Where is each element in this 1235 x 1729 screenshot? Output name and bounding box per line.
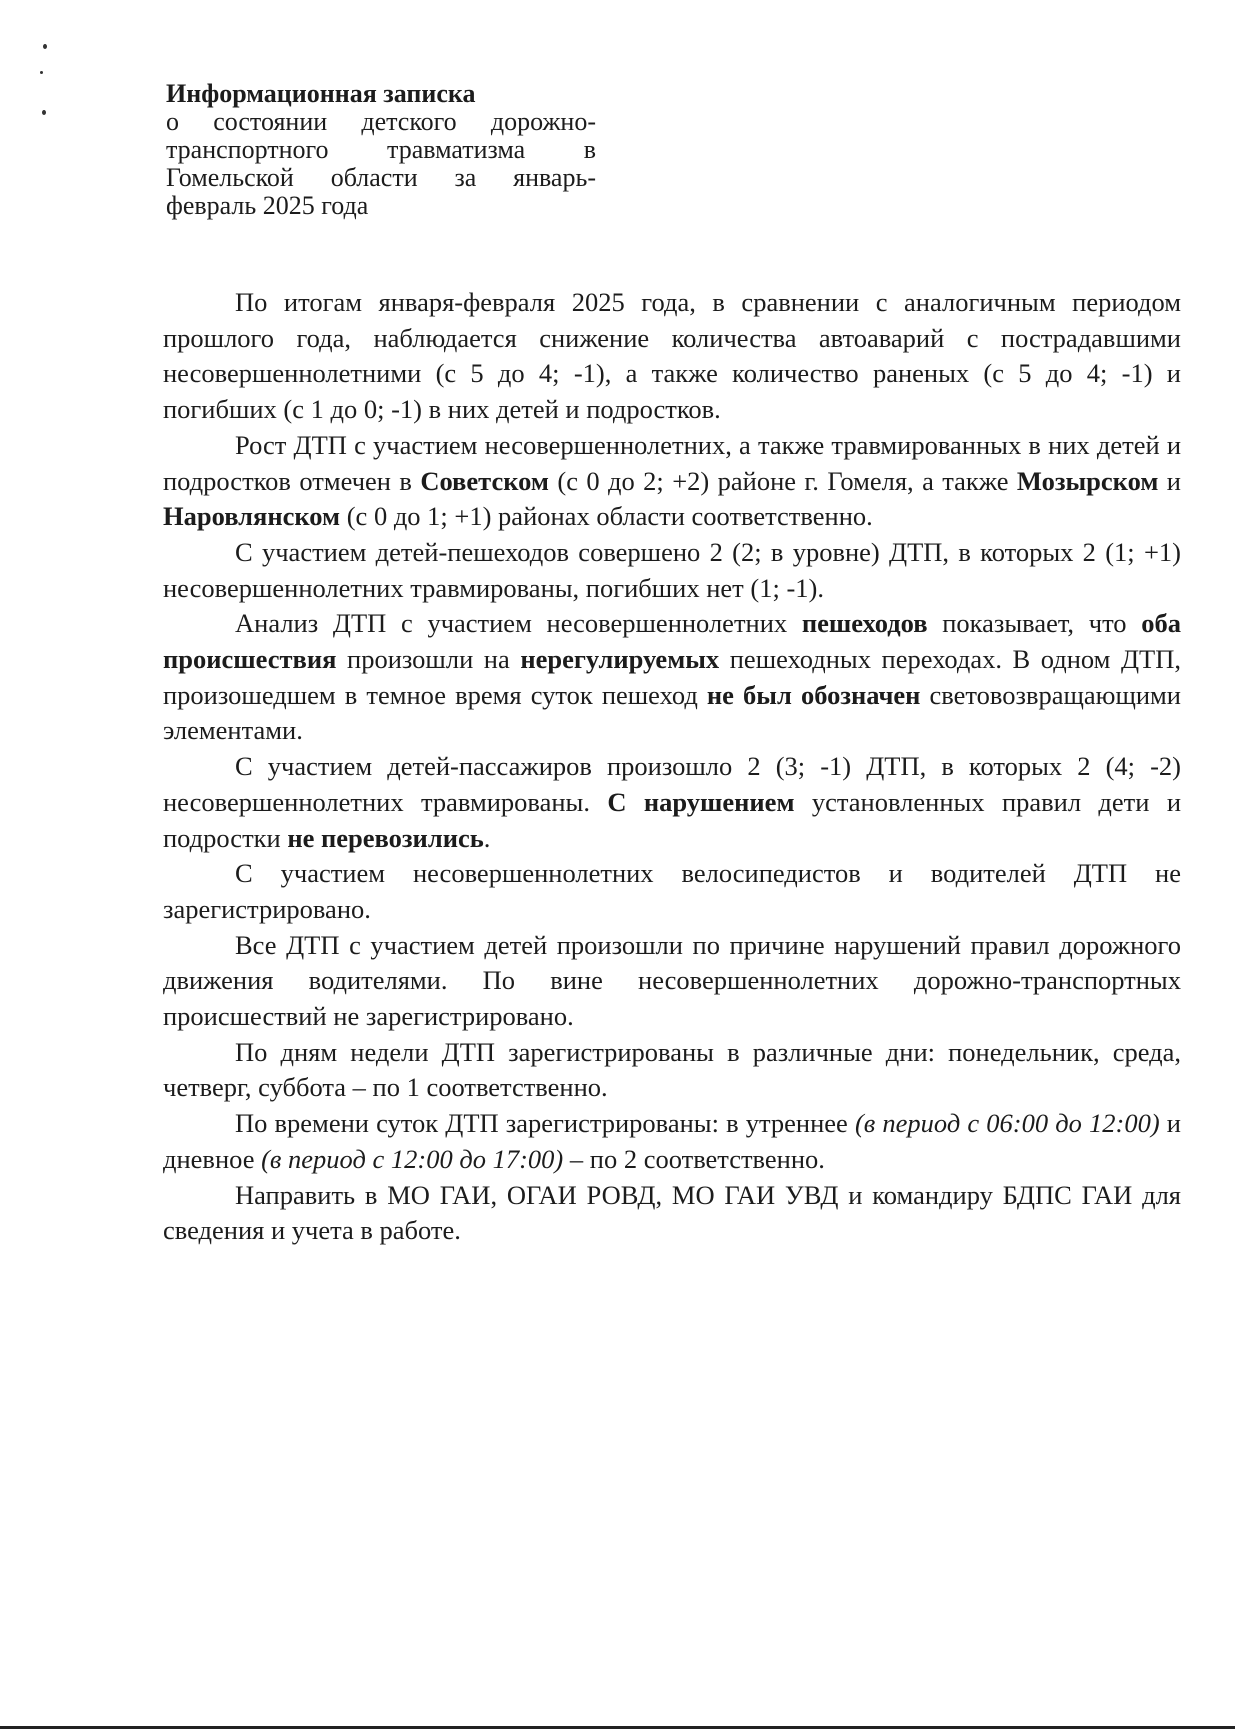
paragraph-causes: Все ДТП с участием детей произошли по причине нарушений правил дорожного движения водителями. По вине несовершеннолетних дорожно-транспортных происшествий не зарегистрировано.: [163, 929, 1181, 1032]
paragraph-pedestrian-analysis: [163, 606, 1181, 749]
text: Рост ДТП с участием несовершеннолетних, а также травмированных в них детей и подростков отмечен в: [163, 429, 1181, 496]
text: (с 0 до 1; +1) районах области соответственно.: [340, 501, 873, 532]
emphasis: нерегулируемых: [520, 644, 720, 675]
text: установленных правил дети и подростки: [163, 786, 1182, 853]
title-line: Гомельской области за январь-: [166, 163, 596, 192]
text: По времени суток ДТП зарегистрированы: в утреннее: [235, 1108, 855, 1139]
scan-speck: [43, 44, 47, 49]
time-range: (в период с 12:00 до 17:00): [261, 1143, 564, 1174]
title-line: о состоянии детского дорожно-: [166, 107, 596, 136]
district-sovetsky: Советском: [420, 465, 549, 496]
scan-speck: [42, 110, 46, 115]
paragraph-weekdays: По дням недели ДТП зарегистрированы в различные дни: понедельник, среда, четверг, суббота – по 1 соответственно.: [163, 1036, 1181, 1103]
paragraph-cyclists: С участием несовершеннолетних велосипедистов и водителей ДТП не зарегистрировано.: [163, 858, 1181, 924]
title-line: транспортного травматизма в: [166, 135, 596, 164]
text: и дневное: [163, 1108, 1181, 1174]
document-title: [166, 80, 596, 220]
emphasis: оба происшествия: [163, 608, 1182, 675]
paragraph-districts: [163, 428, 1181, 535]
emphasis: С нарушением: [607, 786, 795, 817]
document-body: [163, 285, 1181, 1249]
text: С участием детей-пассажиров произошло 2 (3; -1) ДТП, в которых 2 (4; -2) несовершеннолетних травмированы.: [163, 751, 1181, 817]
text: .: [483, 822, 491, 853]
text: (с 0 до 2; +2) районе г. Гомеля, а также: [548, 465, 1017, 496]
scan-speck: [40, 71, 43, 74]
paragraph-passengers: [163, 749, 1181, 856]
text: световозвращающими элементами.: [163, 679, 1181, 746]
district-narovlyansky: Наровлянском: [163, 501, 341, 532]
text: и: [1158, 465, 1181, 496]
text: произошли на: [336, 644, 521, 675]
paragraph-time-of-day: [163, 1106, 1181, 1177]
time-range: (в период с 06:00 до 12:00): [854, 1108, 1160, 1139]
paragraph-pedestrians: С участием детей-пешеходов совершено 2 (2; в уровне) ДТП, в которых 2 (1; +1) несовершеннолетних травмированы, погибших нет (1; -1).: [163, 536, 1181, 603]
text: пешеходных переходах. В одном ДТП, произошедшем в темное время суток пешеход: [163, 644, 1181, 710]
paragraph-summary: По итогам января-февраля 2025 года, в сравнении с аналогичным периодом прошлого года, наблюдается снижение количества автоаварий с пострадавшими несовершеннолетними (с 5 до 4; -1), а также количество раненых (с 5 до 4; -1) и погибших (с 1 до 0; -1) в них детей и подростков.: [163, 287, 1181, 425]
emphasis: пешеходов: [801, 608, 928, 639]
text: показывает, что: [927, 608, 1142, 639]
emphasis: не перевозились: [287, 822, 484, 853]
text: – по 2 соответственно.: [563, 1143, 825, 1174]
document-heading: Информационная записка: [166, 79, 476, 108]
emphasis: не был обозначен: [706, 679, 921, 710]
title-line: февраль 2025 года: [166, 191, 369, 220]
district-mozyrsky: Мозырском: [1016, 465, 1159, 496]
text: Анализ ДТП с участием несовершеннолетних: [235, 608, 802, 639]
paragraph-distribution: Направить в МО ГАИ, ОГАИ РОВД, МО ГАИ УВД и командиру БДПС ГАИ для сведения и учета в работе.: [163, 1179, 1181, 1246]
